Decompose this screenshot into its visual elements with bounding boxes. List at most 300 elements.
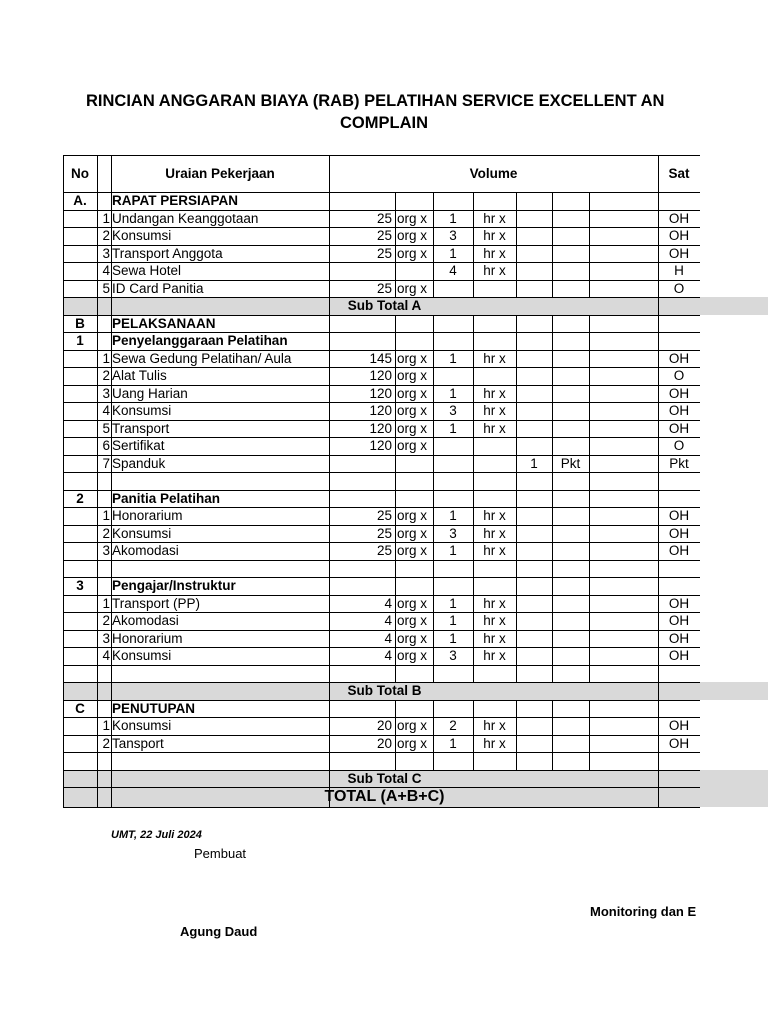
column-border — [589, 647, 590, 665]
column-border — [589, 717, 590, 735]
column-border — [589, 262, 590, 280]
column-border — [516, 472, 517, 490]
column-border — [516, 315, 517, 333]
row-section-no: C — [75, 700, 85, 716]
column-border — [395, 315, 396, 333]
column-border — [395, 350, 396, 368]
row-number: 3 — [102, 245, 110, 261]
column-border — [473, 752, 474, 770]
row-number: 5 — [102, 420, 110, 436]
row-number: 4 — [102, 403, 110, 419]
column-border — [516, 612, 517, 630]
row-number: 3 — [102, 385, 110, 401]
footer-signer-name: Agung Daud — [180, 924, 258, 939]
row-description: Konsumsi — [112, 648, 172, 664]
column-border — [473, 280, 474, 298]
column-border — [552, 367, 553, 385]
row-quantity-people: 25 — [376, 210, 392, 226]
column-border — [552, 630, 553, 648]
row-number: 5 — [102, 280, 110, 296]
column-border — [552, 192, 553, 210]
column-border — [473, 455, 474, 473]
row-quantity-people: 4 — [384, 630, 392, 646]
column-border — [516, 525, 517, 543]
row-quantity-days: 1 — [449, 420, 457, 436]
column-border — [552, 595, 553, 613]
column-border — [433, 367, 434, 385]
column-border — [552, 752, 553, 770]
row-quantity-people: 25 — [376, 280, 392, 296]
row-sat: OH — [668, 595, 690, 611]
column-border — [473, 315, 474, 333]
column-border — [516, 647, 517, 665]
row-quantity-days: 1 — [449, 385, 457, 401]
column-border — [395, 647, 396, 665]
column-border — [552, 647, 553, 665]
column-border — [395, 490, 396, 508]
column-border — [552, 280, 553, 298]
subtotal-label: Sub Total C — [347, 770, 422, 786]
column-border — [516, 752, 517, 770]
row-number: 4 — [102, 648, 110, 664]
row-unit-people: org x — [397, 508, 428, 524]
row-unit-people: org x — [397, 735, 428, 751]
column-border — [589, 630, 590, 648]
row-quantity-people: 25 — [376, 245, 392, 261]
column-border — [516, 490, 517, 508]
row-sat: OH — [668, 525, 690, 541]
row-section-no: 3 — [76, 578, 84, 594]
column-border — [516, 210, 517, 228]
column-border — [589, 455, 590, 473]
row-number: 2 — [102, 735, 110, 751]
column-border — [473, 577, 474, 595]
column-border — [516, 665, 517, 683]
row-unit-people: org x — [397, 210, 428, 226]
row-quantity-days: 1 — [449, 735, 457, 751]
column-border — [589, 700, 590, 718]
row-description: Honorarium — [112, 508, 183, 524]
row-unit-people: org x — [397, 350, 428, 366]
column-border — [395, 385, 396, 403]
row-section-no: 1 — [76, 333, 84, 349]
header-volume: Volume — [469, 166, 518, 181]
column-border — [395, 192, 396, 210]
row-sat: OH — [668, 350, 690, 366]
column-border — [552, 735, 553, 753]
column-border — [433, 700, 434, 718]
row-number: 1 — [102, 210, 110, 226]
subtotal-label: Sub Total A — [347, 298, 422, 314]
row-description: Pengajar/Instruktur — [112, 578, 236, 594]
row-section-no: B — [75, 315, 85, 331]
column-border — [395, 665, 396, 683]
footer-maker-label: Pembuat — [194, 846, 247, 861]
column-border — [589, 577, 590, 595]
subtotal-band-overflow — [700, 770, 768, 788]
column-border — [552, 665, 553, 683]
row-unit-days: hr x — [483, 403, 506, 419]
column-border — [395, 595, 396, 613]
column-border — [516, 595, 517, 613]
column-border — [516, 385, 517, 403]
column-border — [395, 367, 396, 385]
row-description: Konsumsi — [112, 403, 172, 419]
row-border — [63, 472, 700, 473]
column-border — [433, 315, 434, 333]
column-border — [552, 577, 553, 595]
column-border — [516, 262, 517, 280]
row-unit-days: hr x — [483, 648, 506, 664]
row-unit-people: org x — [397, 595, 428, 611]
column-border — [473, 332, 474, 350]
row-sat: OH — [668, 735, 690, 751]
column-border — [395, 752, 396, 770]
row-unit-days: hr x — [483, 630, 506, 646]
row-description: Penyelanggaraan Pelatihan — [112, 333, 288, 349]
column-border — [552, 490, 553, 508]
column-border — [473, 192, 474, 210]
row-quantity-days: 1 — [449, 508, 457, 524]
row-quantity-days: 1 — [449, 595, 457, 611]
row-sat: OH — [668, 543, 690, 559]
column-border — [589, 402, 590, 420]
row-quantity-people: 4 — [384, 595, 392, 611]
row-quantity-days: 1 — [449, 630, 457, 646]
row-quantity-people: 4 — [384, 648, 392, 664]
column-border — [589, 752, 590, 770]
row-border — [63, 807, 700, 808]
column-border — [433, 752, 434, 770]
column-border — [552, 525, 553, 543]
row-unit-people: org x — [397, 543, 428, 559]
column-border — [552, 332, 553, 350]
row-description: Honorarium — [112, 630, 183, 646]
row-description: Sertifikat — [112, 438, 165, 454]
row-quantity-people: 20 — [376, 718, 392, 734]
column-border — [433, 455, 434, 473]
column-border — [395, 560, 396, 578]
row-description: Sewa Hotel — [112, 263, 182, 279]
row-quantity-days: 1 — [449, 210, 457, 226]
column-border — [552, 420, 553, 438]
column-border — [433, 577, 434, 595]
subtotal-band-overflow — [700, 297, 768, 315]
row-unit-days: hr x — [483, 508, 506, 524]
column-border — [552, 245, 553, 263]
column-border — [516, 630, 517, 648]
row-quantity-days: 1 — [449, 613, 457, 629]
row-number: 2 — [102, 228, 110, 244]
row-sat: O — [673, 438, 685, 454]
row-sat: OH — [668, 613, 690, 629]
row-description: Konsumsi — [112, 525, 172, 541]
footer-date: UMT, 22 Juli 2024 — [111, 829, 202, 841]
row-quantity-days: 3 — [449, 228, 457, 244]
row-description: Uang Harian — [112, 385, 188, 401]
column-border — [395, 402, 396, 420]
header-sat: Sat — [668, 166, 690, 181]
row-number: 2 — [102, 613, 110, 629]
row-section-no: A. — [73, 193, 87, 209]
column-border — [395, 280, 396, 298]
column-border — [552, 700, 553, 718]
row-quantity-people: 120 — [369, 403, 392, 419]
column-border — [433, 490, 434, 508]
column-border — [589, 525, 590, 543]
row-unit-people: org x — [397, 385, 428, 401]
column-border — [473, 560, 474, 578]
row-quantity-days: 3 — [449, 648, 457, 664]
row-description: Spanduk — [112, 455, 166, 471]
column-border — [589, 210, 590, 228]
row-unit-days: hr x — [483, 263, 506, 279]
table-border — [63, 155, 700, 156]
row-unit-people: org x — [397, 245, 428, 261]
column-border — [395, 227, 396, 245]
column-border — [473, 665, 474, 683]
column-border — [589, 507, 590, 525]
row-border — [63, 752, 700, 753]
column-border — [473, 490, 474, 508]
row-unit-days: hr x — [483, 420, 506, 436]
column-border — [395, 700, 396, 718]
row-sat: OH — [668, 228, 690, 244]
row-unit-days: hr x — [483, 350, 506, 366]
column-border — [589, 332, 590, 350]
row-number: 4 — [102, 263, 110, 279]
column-border — [395, 332, 396, 350]
column-border — [589, 490, 590, 508]
row-unit-days: hr x — [483, 595, 506, 611]
row-sat: OH — [668, 210, 690, 226]
column-border — [433, 560, 434, 578]
row-unit-people: org x — [397, 403, 428, 419]
row-quantity-people: 25 — [376, 525, 392, 541]
row-quantity-people: 25 — [376, 508, 392, 524]
column-border — [395, 262, 396, 280]
header-uraian: Uraian Pekerjaan — [165, 166, 275, 181]
row-quantity-people: 120 — [369, 420, 392, 436]
row-section-no: 2 — [76, 490, 84, 506]
row-quantity-days: 3 — [449, 525, 457, 541]
row-quantity-days: 1 — [449, 350, 457, 366]
row-number: 1 — [102, 718, 110, 734]
row-unit-days: hr x — [483, 718, 506, 734]
column-border — [395, 612, 396, 630]
column-border — [552, 507, 553, 525]
row-sat: O — [673, 368, 685, 384]
row-unit-people: org x — [397, 613, 428, 629]
row-sat: OH — [668, 508, 690, 524]
row-quantity-days: 3 — [449, 403, 457, 419]
row-description: Akomodasi — [112, 613, 179, 629]
row-unit-days: hr x — [483, 613, 506, 629]
column-border — [395, 437, 396, 455]
row-unit-package: Pkt — [560, 455, 581, 471]
column-border — [473, 700, 474, 718]
row-quantity-days: 1 — [449, 245, 457, 261]
row-quantity-days: 2 — [449, 718, 457, 734]
row-quantity-package: 1 — [530, 455, 538, 471]
column-border — [395, 245, 396, 263]
column-border — [433, 192, 434, 210]
total-label: TOTAL (A+B+C) — [324, 788, 445, 805]
row-number: 3 — [102, 630, 110, 646]
row-description: Alat Tulis — [112, 368, 167, 384]
subtotal-label: Sub Total B — [347, 683, 422, 699]
column-border — [552, 542, 553, 560]
row-sat: OH — [668, 245, 690, 261]
column-border — [552, 472, 553, 490]
row-number: 7 — [102, 455, 110, 471]
row-description: Transport Anggota — [112, 245, 223, 261]
column-border — [589, 560, 590, 578]
column-border — [589, 367, 590, 385]
row-quantity-people: 145 — [369, 350, 392, 366]
row-quantity-people: 120 — [369, 368, 392, 384]
column-border — [395, 735, 396, 753]
column-border — [395, 542, 396, 560]
column-border — [552, 560, 553, 578]
column-border — [473, 472, 474, 490]
row-number: 6 — [102, 438, 110, 454]
row-description: ID Card Panitia — [112, 280, 204, 296]
row-unit-days: hr x — [483, 228, 506, 244]
column-border — [516, 332, 517, 350]
row-number: 1 — [102, 595, 110, 611]
row-number: 3 — [102, 543, 110, 559]
row-description: Akomodasi — [112, 543, 179, 559]
column-border — [516, 560, 517, 578]
column-border — [473, 367, 474, 385]
column-border — [395, 577, 396, 595]
row-sat: H — [674, 263, 684, 279]
column-border — [552, 612, 553, 630]
row-sat: OH — [668, 630, 690, 646]
column-border — [589, 280, 590, 298]
row-description: Panitia Pelatihan — [112, 490, 221, 506]
column-border — [395, 507, 396, 525]
row-border — [63, 560, 700, 561]
column-border — [395, 472, 396, 490]
subtotal-band-overflow — [700, 682, 768, 700]
row-number: 1 — [102, 350, 110, 366]
row-sat: OH — [668, 718, 690, 734]
row-unit-days: hr x — [483, 735, 506, 751]
column-border — [516, 367, 517, 385]
row-unit-days: hr x — [483, 525, 506, 541]
column-border — [552, 437, 553, 455]
row-sat: OH — [668, 403, 690, 419]
row-unit-people: org x — [397, 228, 428, 244]
row-sat: OH — [668, 420, 690, 436]
column-border — [589, 385, 590, 403]
column-border — [589, 192, 590, 210]
column-border — [516, 192, 517, 210]
row-number: 2 — [102, 525, 110, 541]
row-unit-people: org x — [397, 420, 428, 436]
column-border — [589, 595, 590, 613]
column-border — [473, 437, 474, 455]
column-border — [552, 385, 553, 403]
column-border — [395, 210, 396, 228]
row-description: Transport (PP) — [112, 595, 201, 611]
row-sat: OH — [668, 648, 690, 664]
column-border — [589, 350, 590, 368]
column-border — [395, 455, 396, 473]
row-unit-people: org x — [397, 648, 428, 664]
row-description: Undangan Keanggotaan — [112, 210, 259, 226]
header-no: No — [71, 166, 89, 181]
column-border — [433, 665, 434, 683]
row-unit-days: hr x — [483, 385, 506, 401]
column-border — [395, 420, 396, 438]
row-sat: O — [673, 280, 685, 296]
row-unit-days: hr x — [483, 210, 506, 226]
column-border — [516, 507, 517, 525]
column-border — [552, 262, 553, 280]
row-description: PENUTUPAN — [112, 700, 196, 716]
row-description: Transport — [112, 420, 170, 436]
column-border — [395, 630, 396, 648]
row-unit-people: org x — [397, 630, 428, 646]
column-border — [552, 227, 553, 245]
row-unit-people: org x — [397, 718, 428, 734]
column-border — [516, 542, 517, 560]
row-unit-days: hr x — [483, 245, 506, 261]
column-border — [516, 700, 517, 718]
row-unit-people: org x — [397, 368, 428, 384]
column-border — [395, 525, 396, 543]
column-border — [516, 280, 517, 298]
row-description: Sewa Gedung Pelatihan/ Aula — [112, 350, 292, 366]
row-border — [63, 665, 700, 666]
row-quantity-days: 4 — [449, 263, 457, 279]
column-border — [395, 717, 396, 735]
column-border — [516, 437, 517, 455]
column-border — [516, 420, 517, 438]
column-border — [433, 472, 434, 490]
column-border — [552, 315, 553, 333]
row-quantity-people: 25 — [376, 543, 392, 559]
footer-monitoring-label: Monitoring dan E — [590, 904, 697, 919]
column-border — [589, 227, 590, 245]
column-border — [433, 437, 434, 455]
subtotal-band-overflow — [700, 787, 768, 807]
column-border — [589, 665, 590, 683]
row-quantity-people: 120 — [369, 385, 392, 401]
column-border — [589, 735, 590, 753]
row-quantity-days: 1 — [449, 543, 457, 559]
row-unit-people: org x — [397, 438, 428, 454]
column-border — [516, 577, 517, 595]
row-description: Konsumsi — [112, 718, 172, 734]
row-description: Konsumsi — [112, 228, 172, 244]
column-border — [516, 735, 517, 753]
column-border — [552, 717, 553, 735]
row-unit-days: hr x — [483, 543, 506, 559]
row-description: Tansport — [112, 735, 164, 751]
row-quantity-people: 120 — [369, 438, 392, 454]
row-number: 2 — [102, 368, 110, 384]
column-border — [589, 420, 590, 438]
column-border — [552, 350, 553, 368]
column-border — [589, 542, 590, 560]
row-number: 1 — [102, 508, 110, 524]
column-border — [516, 245, 517, 263]
row-sat: OH — [668, 385, 690, 401]
